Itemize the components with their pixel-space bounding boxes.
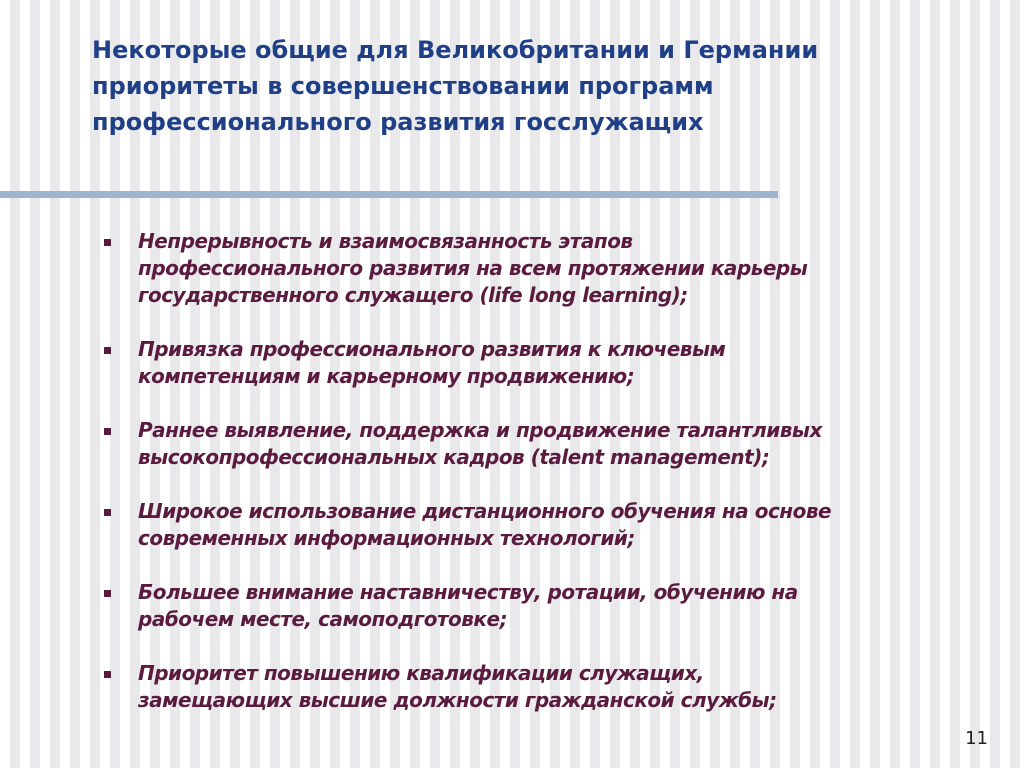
priority-text-line: замещающих высшие должности гражданской службы; — [138, 688, 777, 712]
priority-text — [138, 228, 1004, 309]
priority-text — [138, 498, 1004, 552]
priority-list — [104, 228, 1004, 741]
priority-text-line: Большее внимание наставничеству, ротации, обучению на — [138, 580, 798, 604]
priority-text-line: Приоритет повышению квалификации служащих, — [138, 661, 704, 685]
priority-text-line: Привязка профессионального развития к ключевым — [138, 337, 726, 361]
title-divider-bar — [0, 191, 778, 198]
priority-text-line: рабочем месте, самоподготовке; — [138, 607, 508, 631]
slide-title-line: профессионального развития госслужащих — [92, 108, 704, 136]
priority-item-1 — [104, 228, 1004, 309]
square-bullet-icon — [104, 509, 111, 516]
priority-text — [138, 579, 1004, 633]
priority-text-line: профессионального развития на всем протяжении карьеры — [138, 256, 808, 280]
priority-text-line: высокопрофессиональных кадров (talent management); — [138, 445, 770, 469]
priority-text — [138, 417, 1004, 471]
square-bullet-icon — [104, 590, 111, 597]
priority-text-line: государственного служащего (life long learning); — [138, 283, 688, 307]
priority-item-6 — [104, 660, 1004, 714]
slide-title-line: Некоторые общие для Великобритании и Германии — [92, 36, 819, 64]
square-bullet-icon — [104, 347, 111, 354]
priority-text-line: компетенциям и карьерному продвижению; — [138, 364, 635, 388]
square-bullet-icon — [104, 671, 111, 678]
slide-title — [92, 32, 972, 140]
priority-text-line: Раннее выявление, поддержка и продвижение талантливых — [138, 418, 822, 442]
priority-text — [138, 336, 1004, 390]
priority-text-line: Непрерывность и взаимосвязанность этапов — [138, 229, 633, 253]
slide-title-line: приоритеты в совершенствовании программ — [92, 72, 714, 100]
slide-page-number: 11 — [965, 728, 988, 749]
priority-item-3 — [104, 417, 1004, 471]
priority-text — [138, 660, 1004, 714]
square-bullet-icon — [104, 428, 111, 435]
priority-item-2 — [104, 336, 1004, 390]
square-bullet-icon — [104, 239, 111, 246]
priority-text-line: современных информационных технологий; — [138, 526, 635, 550]
priority-text-line: Широкое использование дистанционного обучения на основе — [138, 499, 832, 523]
priority-item-5 — [104, 579, 1004, 633]
priority-item-4 — [104, 498, 1004, 552]
